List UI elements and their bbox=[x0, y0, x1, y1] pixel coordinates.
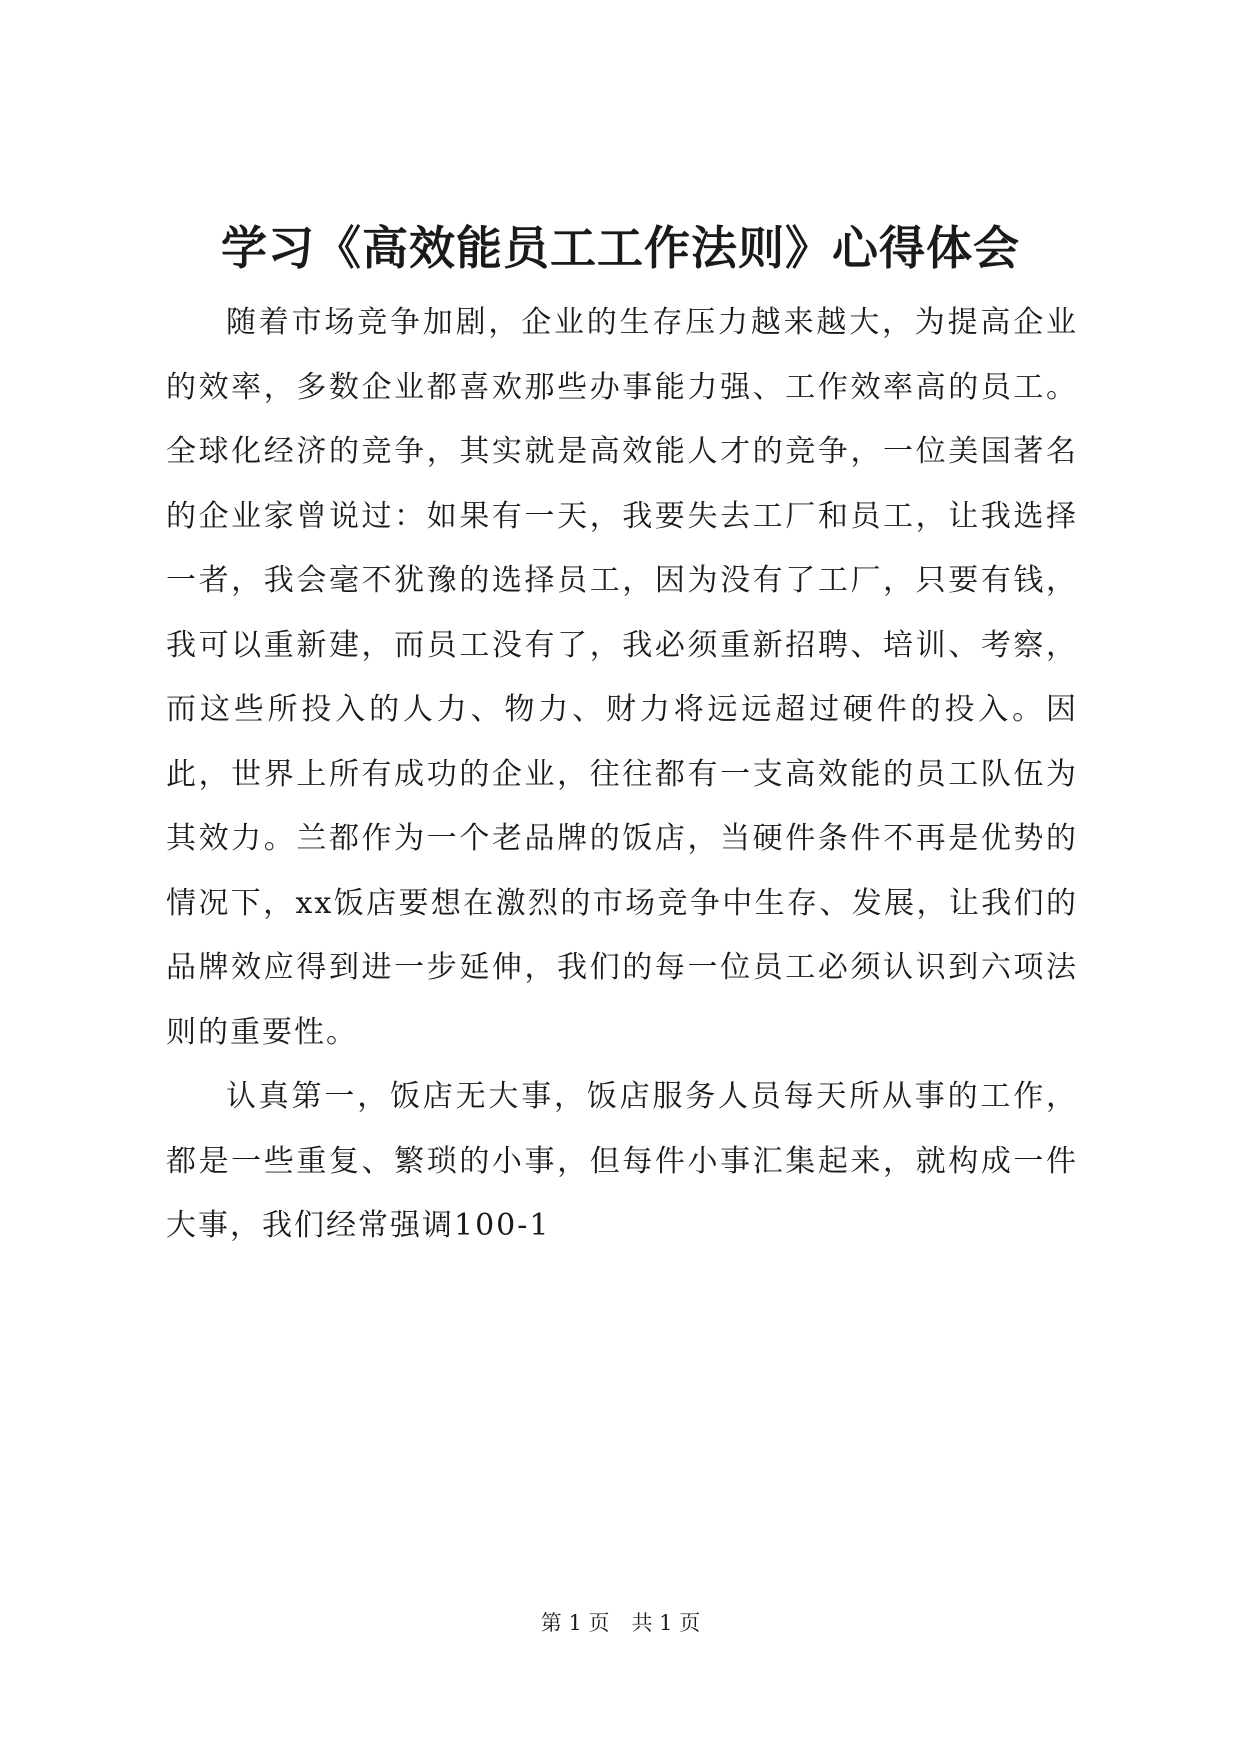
page-footer bbox=[0, 1609, 1241, 1637]
page-number: 第 1 页 bbox=[540, 1611, 610, 1635]
paragraph-1: 随着市场竞争加剧，企业的生存压力越来越大，为提高企业的效率，多数企业都喜欢那些办事能力强、工作效率高的员工。全球化经济的竞争，其实就是高效能人才的竞争，一位美国著名的企业家曾说过：如果有一天，我要失去工厂和员工，让我选择一者，我会毫不犹豫的选择员工，因为没有了工厂，只要有钱，我可以重新建，而员工没有了，我必须重新招聘、培训、考察，而这些所投入的人力、物力、财力将远远超过硬件的投入。因此，世界上所有成功的企业，往往都有一支高效能的员工队伍为其效力。兰都作为一个老品牌的饭店，当硬件条件不再是优势的情况下，xx饭店要想在激烈的市场竞争中生存、发展，让我们的品牌效应得到进一步延伸，我们的每一位员工必须认识到六项法则的重要性。 bbox=[166, 305, 1078, 1050]
document-body bbox=[166, 291, 1078, 1259]
document-title: 学习《高效能员工工作法则》心得体会 bbox=[221, 221, 1020, 275]
page-total: 共 1 页 bbox=[631, 1611, 701, 1635]
paragraph-2: 认真第一，饭店无大事，饭店服务人员每天所从事的工作，都是一些重复、繁琐的小事，但每件小事汇集起来，就构成一件大事，我们经常强调100-1 bbox=[166, 1079, 1078, 1243]
